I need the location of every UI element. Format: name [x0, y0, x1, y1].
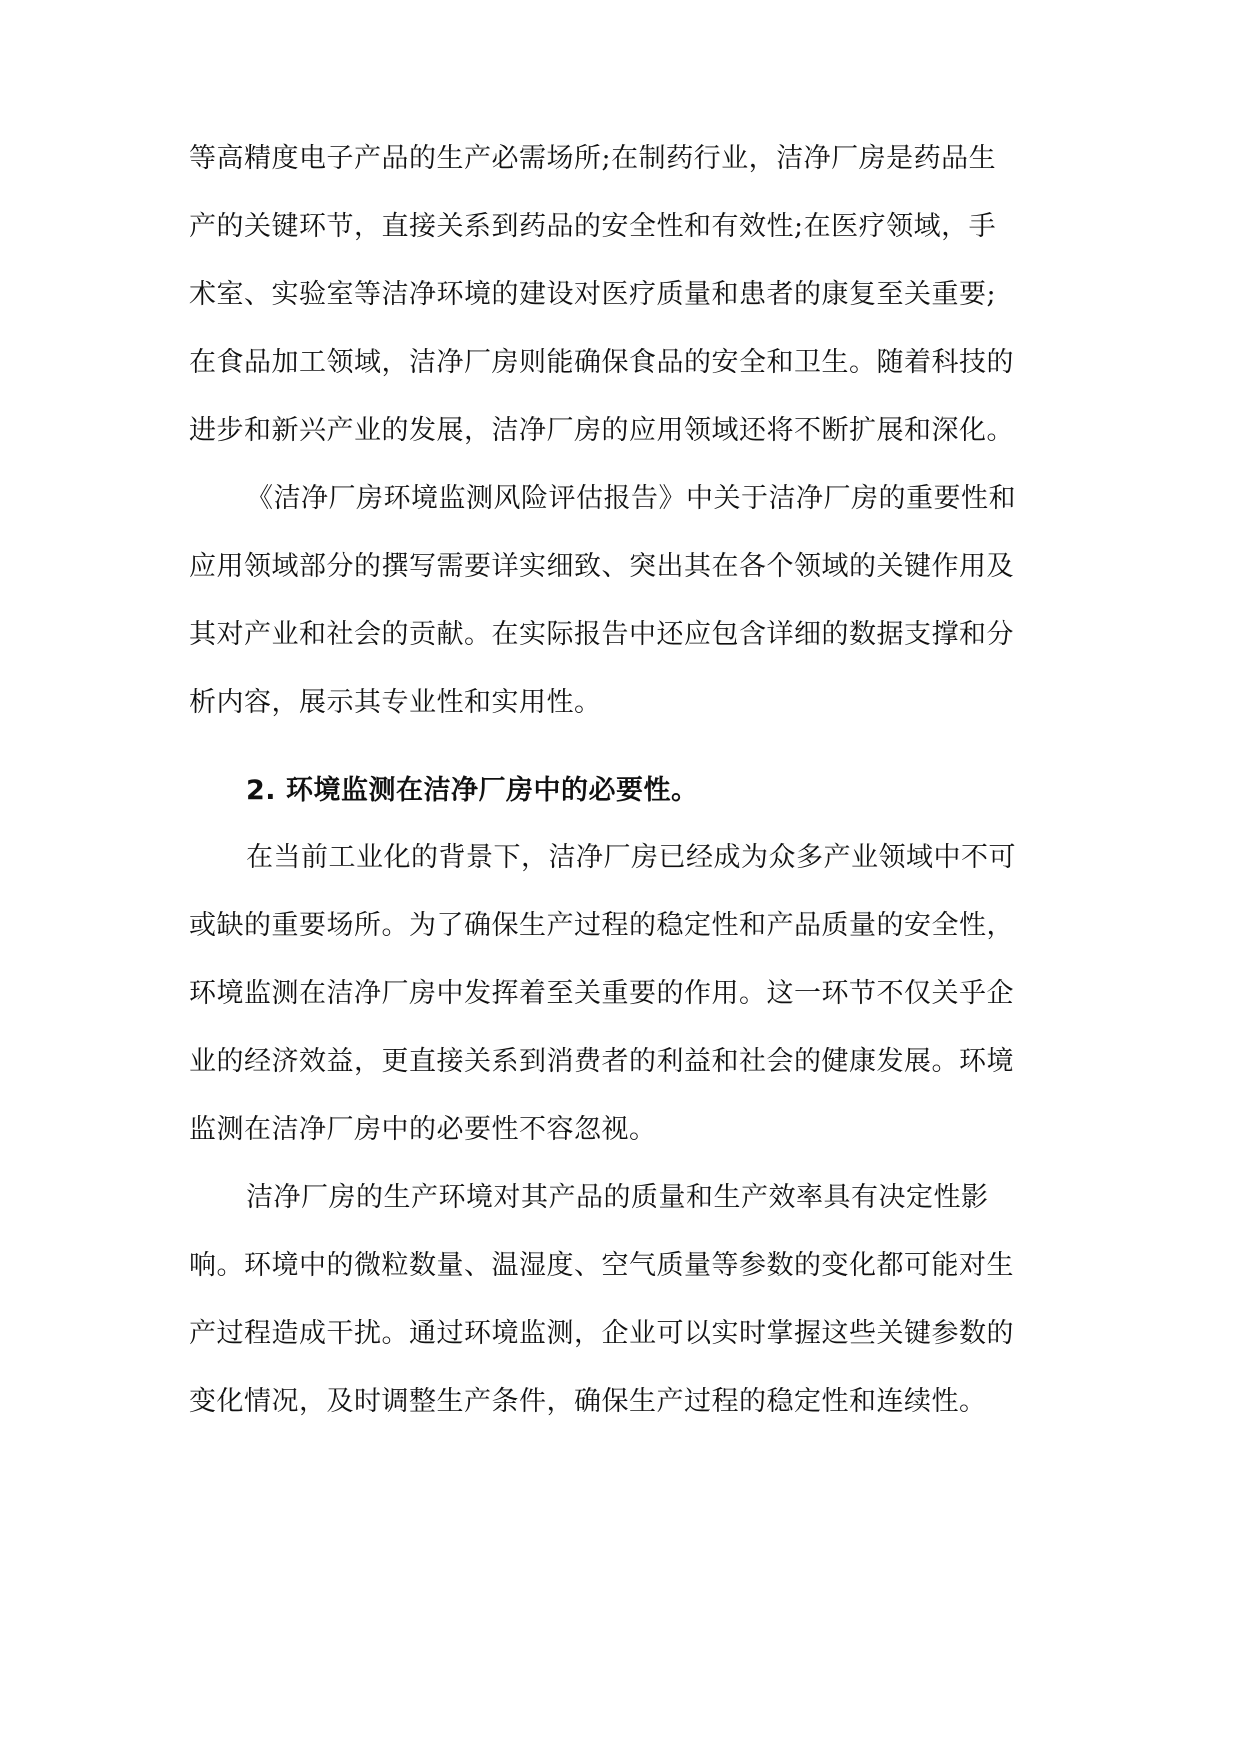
text-line: 《洁净厂房环境监测风险评估报告》中关于洁净厂房的重要性和: [246, 483, 1016, 514]
paragraph-monitoring-necessity: [189, 824, 1053, 1164]
text-line: 在食品加工领域，洁净厂房则能确保食品的安全和卫生。随着科技的: [189, 347, 1014, 378]
text-line: 或缺的重要场所。为了确保生产过程的稳定性和产品质量的安全性，: [189, 910, 1014, 941]
text-line: 变化情况，及时调整生产条件，确保生产过程的稳定性和连续性。: [189, 1386, 987, 1417]
text-line: 析内容，展示其专业性和实用性。: [189, 687, 602, 718]
section-heading: 2. 环境监测在洁净厂房中的必要性。: [246, 775, 699, 806]
text-line: 应用领域部分的撰写需要详实细致、突出其在各个领域的关键作用及: [189, 551, 1014, 582]
paragraph-cleanroom-applications: [189, 125, 1053, 465]
text-line: 洁净厂房的生产环境对其产品的质量和生产效率具有决定性影: [246, 1182, 989, 1213]
text-line: 监测在洁净厂房中的必要性不容忽视。: [189, 1114, 657, 1145]
text-line: 在当前工业化的背景下，洁净厂房已经成为众多产业领域中不可: [246, 842, 1016, 873]
text-line: 产过程造成干扰。通过环境监测，企业可以实时掌握这些关键参数的: [189, 1318, 1014, 1349]
paragraph-production-environment: [189, 1164, 1053, 1436]
text-line: 响。环境中的微粒数量、温湿度、空气质量等参数的变化都可能对生: [189, 1250, 1014, 1281]
text-line: 进步和新兴产业的发展，洁净厂房的应用领域还将不断扩展和深化。: [189, 415, 1014, 446]
text-line: 术室、实验室等洁净环境的建设对医疗质量和患者的康复至关重要;: [189, 279, 997, 310]
paragraph-report-summary: [189, 465, 1053, 737]
text-line: 环境监测在洁净厂房中发挥着至关重要的作用。这一环节不仅关乎企: [189, 978, 1014, 1009]
text-line: 等高精度电子产品的生产必需场所;在制药行业，洁净厂房是药品生: [189, 143, 997, 174]
text-line: 其对产业和社会的贡献。在实际报告中还应包含详细的数据支撑和分: [189, 619, 1014, 650]
text-line: 产的关键环节，直接关系到药品的安全性和有效性;在医疗领域，手: [189, 211, 997, 242]
text-line: 业的经济效益，更直接关系到消费者的利益和社会的健康发展。环境: [189, 1046, 1014, 1077]
